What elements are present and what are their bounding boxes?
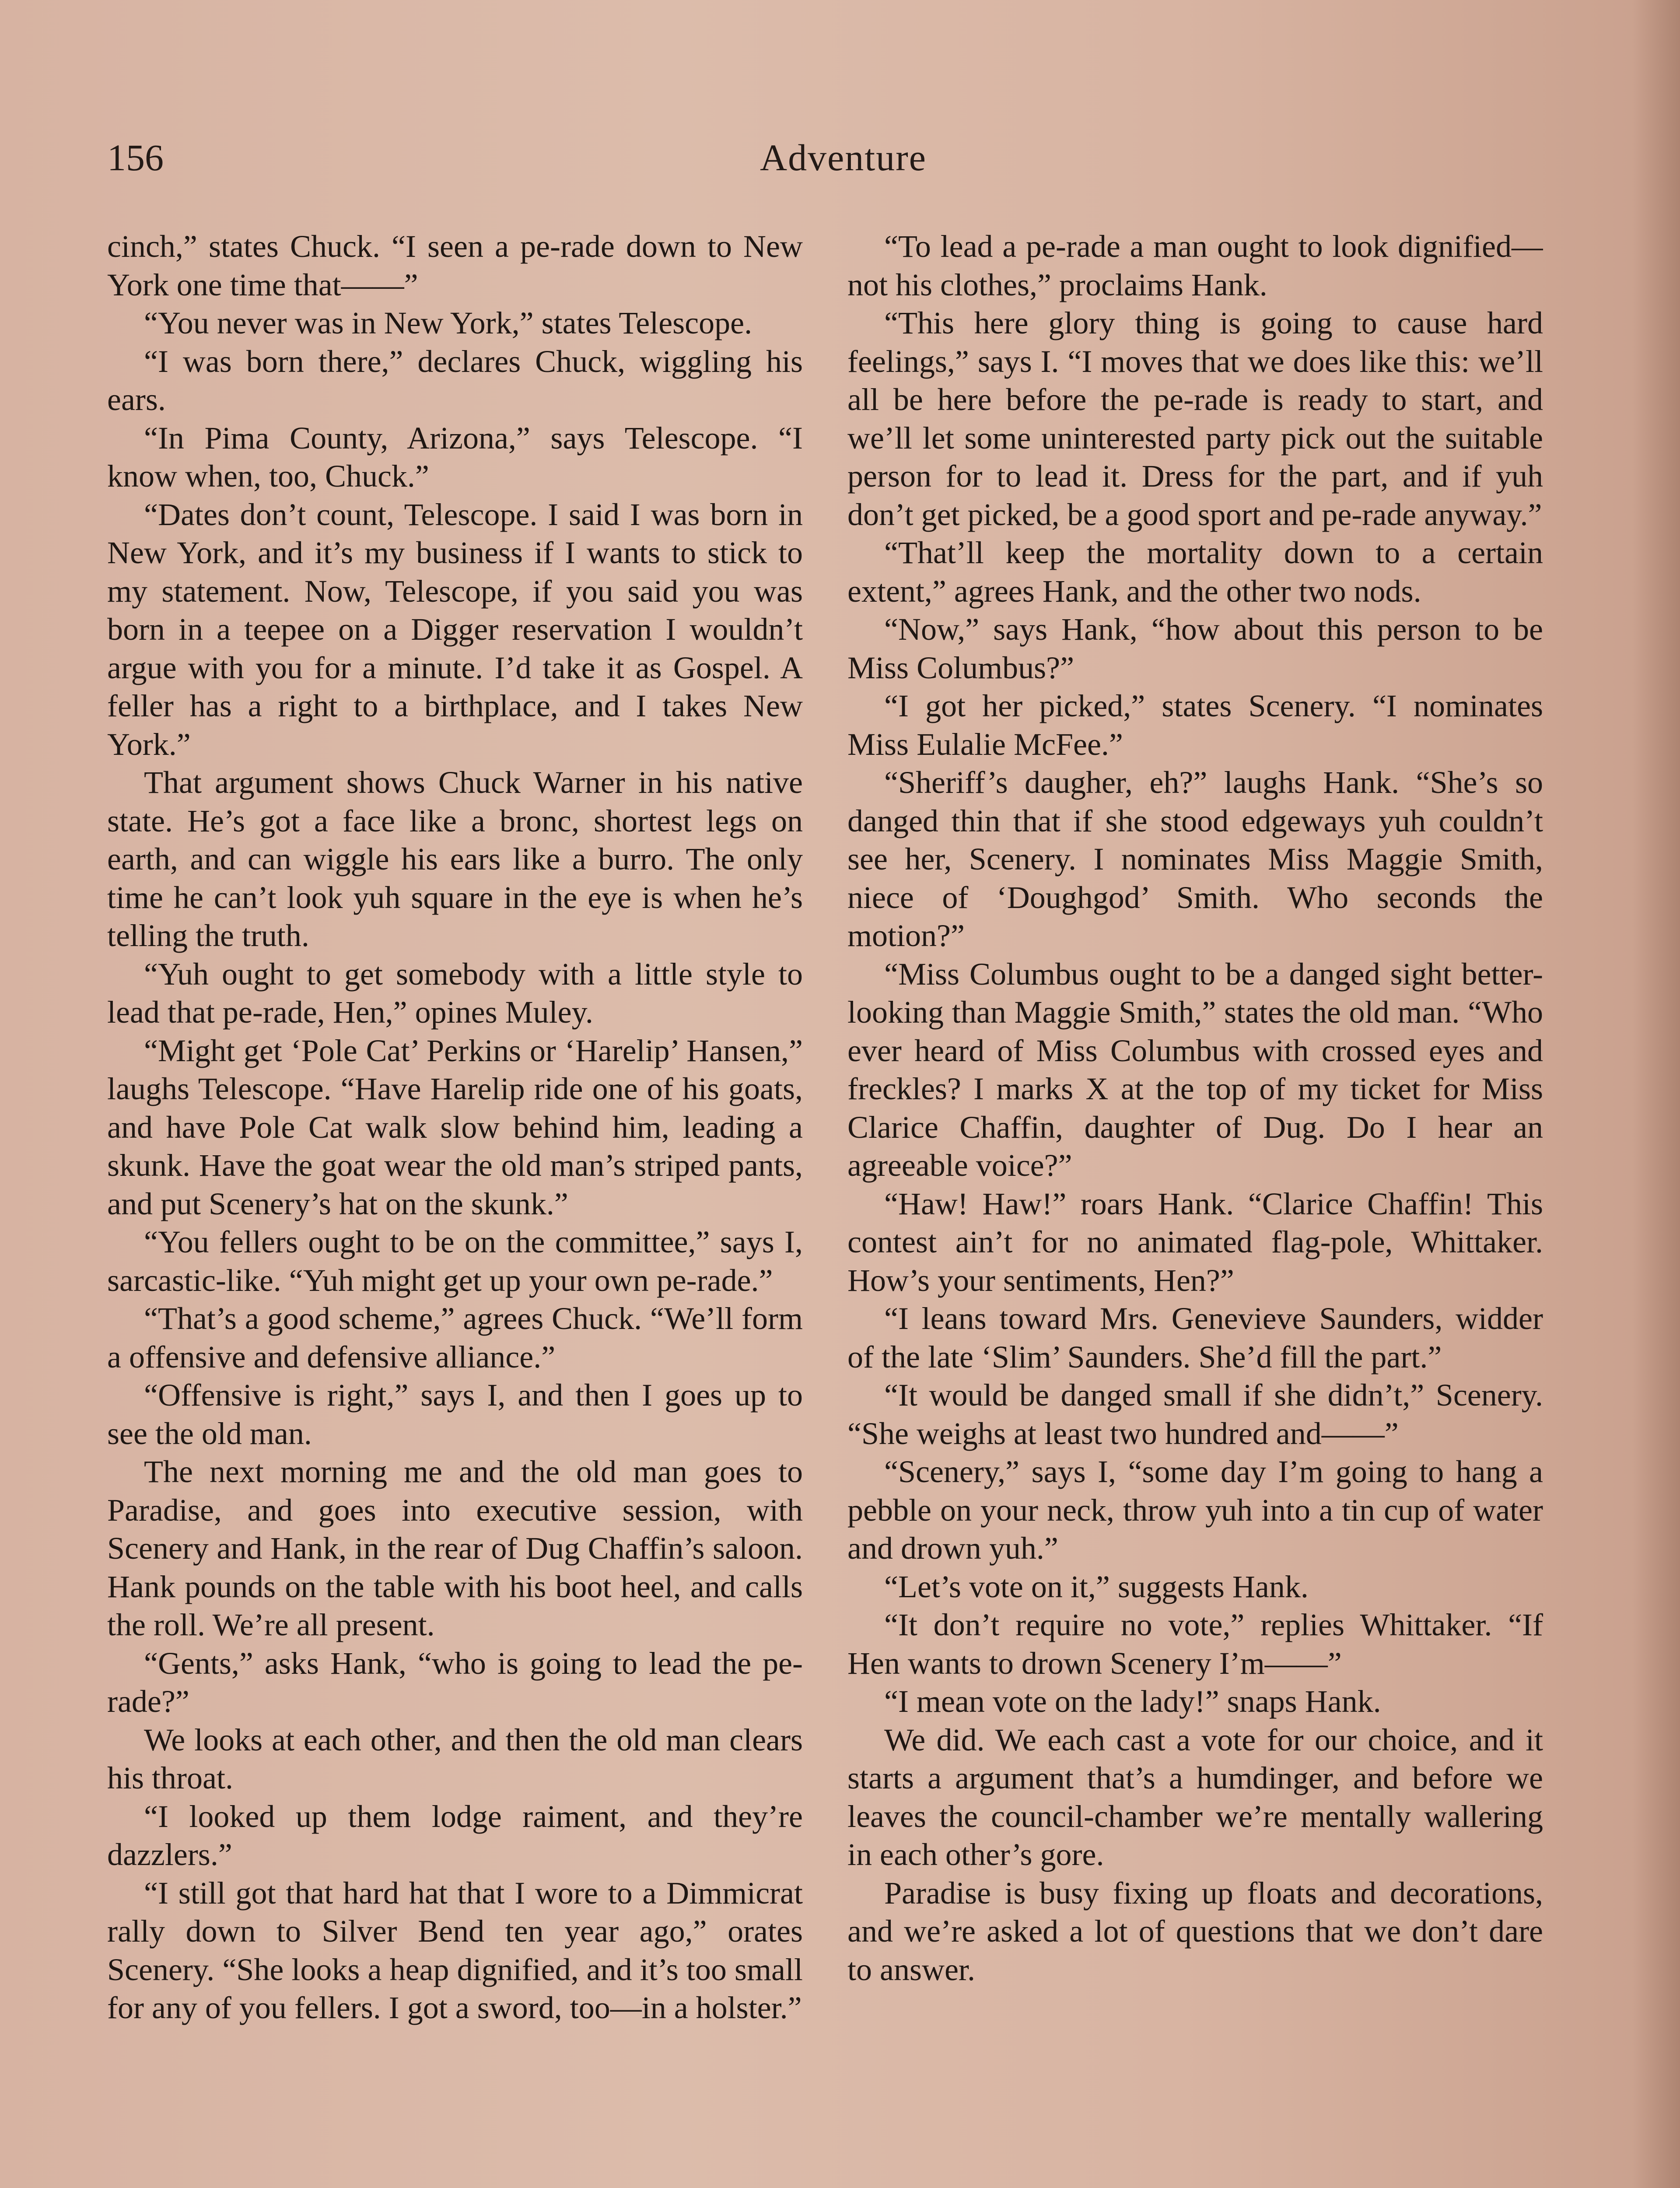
paragraph: “Scenery,” says I, “some day I’m going to hang a pebble on your neck, throw yuh into a tin cup of water and drown yuh.” xyxy=(847,1454,1543,1566)
paragraph: “You fellers ought to be on the committee,” says I, sarcastic-like. “Yuh might get up your own pe-rade.” xyxy=(107,1224,803,1298)
paragraph: “Sheriff’s daugher, eh?” laughs Hank. “She’s so danged thin that if she stood edgeways yuh couldn’t see her, Scenery. I nominates Miss Maggie Smith, niece of ‘Doughgod’ Smith. Who seconds the motion?” xyxy=(847,765,1543,953)
paragraph: “I was born there,” declares Chuck, wiggling his ears. xyxy=(107,344,803,417)
magazine-title: Adventure xyxy=(760,137,927,179)
left-column xyxy=(107,228,803,2188)
paragraph: We looks at each other, and then the old man clears his throat. xyxy=(107,1722,803,1795)
paragraph: “I got her picked,” states Scenery. “I nominates Miss Eulalie McFee.” xyxy=(847,688,1543,762)
paragraph: “I mean vote on the lady!” snaps Hank. xyxy=(884,1684,1381,1719)
paragraph: “It would be danged small if she didn’t,” Scenery. “She weighs at least two hundred and——” xyxy=(847,1378,1543,1451)
paragraph: “I leans toward Mrs. Genevieve Saunders, widder of the late ‘Slim’ Saunders. She’d fill the part.” xyxy=(847,1301,1543,1375)
paragraph: “Offensive is right,” says I, and then I goes up to see the old man. xyxy=(107,1378,803,1451)
page-header xyxy=(107,136,1579,188)
paragraph: Paradise is busy fixing up floats and decorations, and we’re asked a lot of questions that we don’t dare to answer. xyxy=(847,1875,1543,1987)
paragraph: “You never was in New York,” states Telescope. xyxy=(144,305,752,340)
paragraph: cinch,” states Chuck. “I seen a pe-rade down to New York one time that——” xyxy=(107,229,803,302)
paragraph: “Dates don’t count, Telescope. I said I was born in New York, and it’s my business if I wants to stick to my statement. Now, Telescope, if you said you was born in a teepee on a Digger reservation I wouldn’t argue with you for a minute. I’d take it as Gospel. A feller has a right to a birthplace, and I takes New York.” xyxy=(107,497,803,762)
paragraph: “In Pima County, Arizona,” says Telescope. “I know when, too, Chuck.” xyxy=(107,420,803,494)
paragraph: That argument shows Chuck Warner in his native state. He’s got a face like a bronc, shortest legs on earth, and can wiggle his ears like a burro. The only time he can’t look yuh square in the eye is when he’s telling the truth. xyxy=(107,765,803,953)
paragraph: “Might get ‘Pole Cat’ Perkins or ‘Harelip’ Hansen,” laughs Telescope. “Have Harelip ride one of his goats, and have Pole Cat walk slow behind him, leading a skunk. Have the goat wear the old man’s striped pants, and put Scenery’s hat on the skunk.” xyxy=(107,1033,803,1221)
paragraph: “Let’s vote on it,” suggests Hank. xyxy=(884,1569,1309,1604)
paragraph: “Yuh ought to get somebody with a little style to lead that pe-rade, Hen,” opines Muley. xyxy=(107,956,803,1030)
paragraph: “This here glory thing is going to cause hard feelings,” says I. “I moves that we does like this: we’ll all be here before the pe-rade is ready to start, and we’ll let some uninterested party pick out the suitable person for to lead it. Dress for the part, and if yuh don’t get picked, be a good sport and pe-rade anyway.” xyxy=(847,305,1543,532)
page-edge-shadow xyxy=(1632,0,1680,2188)
right-column xyxy=(847,228,1543,2188)
page-number: 156 xyxy=(107,137,164,179)
paragraph: “To lead a pe-rade a man ought to look dignified—not his clothes,” proclaims Hank. xyxy=(847,229,1543,302)
paragraph: “Gents,” asks Hank, “who is going to lead the pe-rade?” xyxy=(107,1645,803,1719)
paragraph: “Miss Columbus ought to be a danged sight better-looking than Maggie Smith,” states the old man. “Who ever heard of Miss Columbus with crossed eyes and freckles? I marks X at the top of my ticket for Miss Clarice Chaffin, daughter of Dug. Do I hear an agreeable voice?” xyxy=(847,956,1543,1183)
paragraph: The next morning me and the old man goes to Paradise, and goes into executive session, with Scenery and Hank, in the rear of Dug Chaffin’s saloon. Hank pounds on the table with his boot heel, and calls the roll. We’re all present. xyxy=(107,1454,803,1642)
paragraph: “I still got that hard hat that I wore to a Dimmicrat rally down to Silver Bend ten year ago,” orates Scenery. “She looks a heap dignified, and it’s too small for any of you fellers. I got a sword, too—in a holster.” xyxy=(107,1875,803,2025)
paragraph: “Now,” says Hank, “how about this person to be Miss Columbus?” xyxy=(847,612,1543,685)
paragraph: “That’s a good scheme,” agrees Chuck. “We’ll form a offensive and defensive alliance.” xyxy=(107,1301,803,1375)
paragraph: “Haw! Haw!” roars Hank. “Clarice Chaffin! This contest ain’t for no animated flag-pole, Whittaker. How’s your sentiments, Hen?” xyxy=(847,1186,1543,1298)
paragraph: “I looked up them lodge raiment, and they’re dazzlers.” xyxy=(107,1799,803,1872)
paragraph: “It don’t require no vote,” replies Whittaker. “If Hen wants to drown Scenery I’m——” xyxy=(847,1607,1543,1681)
paragraph: “That’ll keep the mortality down to a certain extent,” agrees Hank, and the other two nods. xyxy=(847,535,1543,609)
paragraph: We did. We each cast a vote for our choice, and it starts a argument that’s a humdinger, and before we leaves the council-chamber we’re mentally wallering in each other’s gore. xyxy=(847,1722,1543,1872)
